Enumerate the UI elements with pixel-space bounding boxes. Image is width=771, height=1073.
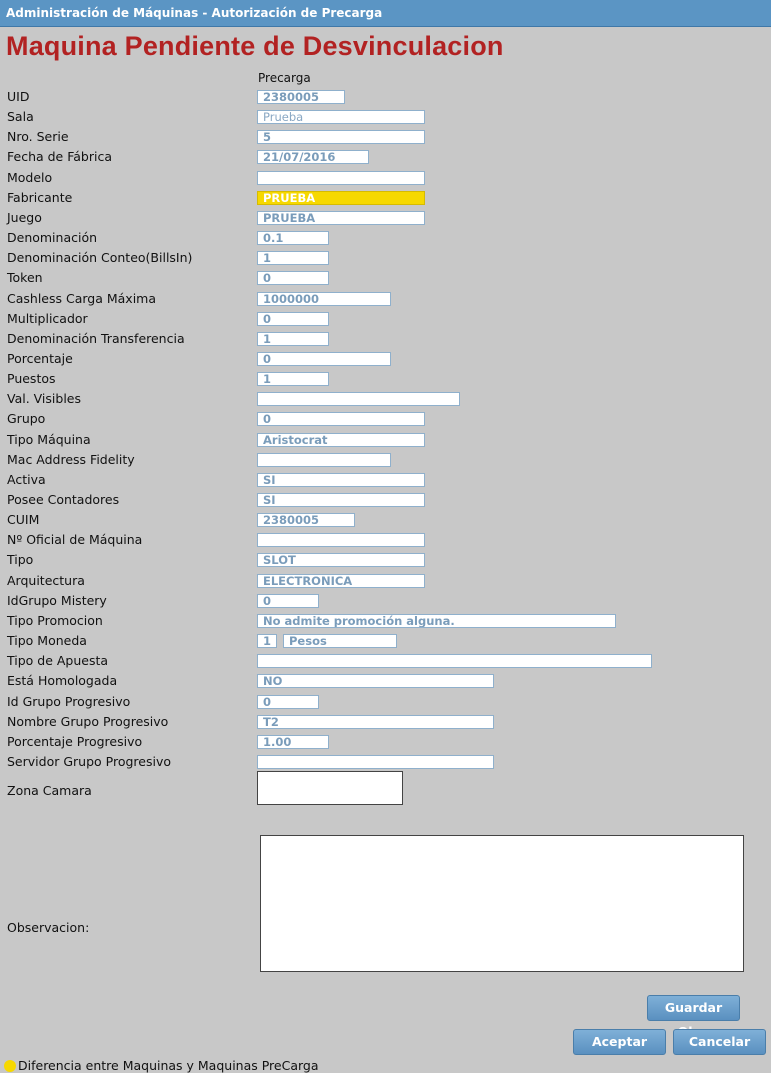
porcentaje-label: Porcentaje [7,351,73,366]
activa-label: Activa [7,472,46,487]
modelo-label: Modelo [7,170,53,185]
denominacion-transferencia-label: Denominación Transferencia [7,331,185,346]
nro-serie-field[interactable]: 5 [257,130,425,144]
posee-contadores-label: Posee Contadores [7,492,120,507]
tipo-promocion-label: Tipo Promocion [7,613,103,628]
token-label: Token [7,270,43,285]
guardar-obs-button[interactable]: Guardar [647,995,740,1021]
denominacion-conteo-billsin-field[interactable]: 1 [257,251,329,265]
nombre-grupo-progresivo-label: Nombre Grupo Progresivo [7,714,169,729]
fecha-de-fabrica-label: Fecha de Fábrica [7,149,113,164]
highlight-indicator-dot [4,1060,16,1072]
modelo-field[interactable] [257,171,425,185]
multiplicador-label: Multiplicador [7,311,88,326]
id-grupo-progresivo-field[interactable]: 0 [257,695,319,709]
legend-text: Diferencia entre Maquinas y Maquinas PreCarga [18,1058,319,1073]
puestos-field[interactable]: 1 [257,372,329,386]
juego-label: Juego [7,210,42,225]
denominacion-field[interactable]: 0.1 [257,231,329,245]
denominacion-transferencia-field[interactable]: 1 [257,332,329,346]
nombre-grupo-progresivo-field[interactable]: T2 [257,715,494,729]
cashless-carga-maxima-field[interactable]: 1000000 [257,292,391,306]
cuim-label: CUIM [7,512,40,527]
puestos-label: Puestos [7,371,56,386]
idgrupo-mistery-label: IdGrupo Mistery [7,593,107,608]
uid-field[interactable]: 2380005 [257,90,345,104]
porcentaje-field[interactable]: 0 [257,352,391,366]
fecha-de-fabrica-field[interactable]: 21/07/2016 [257,150,369,164]
val-visibles-field[interactable] [257,392,460,406]
tipo-field[interactable]: SLOT [257,553,425,567]
window-title-bar [0,0,771,27]
porcentaje-progresivo-label: Porcentaje Progresivo [7,734,143,749]
activa-field[interactable]: SI [257,473,425,487]
arquitectura-field[interactable]: ELECTRONICA [257,574,425,588]
zona-camara-label: Zona Camara [7,783,92,798]
tipo-label: Tipo [7,552,34,567]
n-oficial-de-maquina-label: Nº Oficial de Máquina [7,532,143,547]
sala-field[interactable]: Prueba [257,110,425,124]
observacion-textarea[interactable] [260,835,744,972]
sala-label: Sala [7,109,34,124]
cancelar-button[interactable]: Cancelar [673,1029,766,1055]
juego-field[interactable]: PRUEBA [257,211,425,225]
legend [4,1058,319,1073]
aceptar-button[interactable]: Aceptar [573,1029,666,1055]
zona-camara-box[interactable] [257,771,403,805]
denominacion-label: Denominación [7,230,98,245]
arquitectura-label: Arquitectura [7,573,85,588]
mac-address-fidelity-field[interactable] [257,453,391,467]
nro-serie-label: Nro. Serie [7,129,69,144]
precarga-column-header: Precarga [258,71,311,85]
tipo-maquina-field[interactable]: Aristocrat [257,433,425,447]
val-visibles-label: Val. Visibles [7,391,82,406]
posee-contadores-field[interactable]: SI [257,493,425,507]
tipo-de-apuesta-label: Tipo de Apuesta [7,653,109,668]
page-title: Maquina Pendiente de Desvinculacion [6,31,504,61]
servidor-grupo-progresivo-field[interactable] [257,755,494,769]
multiplicador-field[interactable]: 0 [257,312,329,326]
tipo-promocion-field[interactable]: No admite promoción alguna. [257,614,616,628]
tipo-maquina-label: Tipo Máquina [7,432,91,447]
fabricante-label: Fabricante [7,190,73,205]
fabricante-field[interactable]: PRUEBA [257,191,425,205]
denominacion-conteo-billsin-label: Denominación Conteo(BillsIn) [7,250,193,265]
id-grupo-progresivo-label: Id Grupo Progresivo [7,694,131,709]
grupo-label: Grupo [7,411,46,426]
tipo-de-apuesta-field[interactable] [257,654,652,668]
token-field[interactable]: 0 [257,271,329,285]
servidor-grupo-progresivo-label: Servidor Grupo Progresivo [7,754,171,769]
tipo-moneda-field[interactable]: 1 [257,634,277,648]
mac-address-fidelity-label: Mac Address Fidelity [7,452,135,467]
uid-label: UID [7,89,30,104]
n-oficial-de-maquina-field[interactable] [257,533,425,547]
grupo-field[interactable]: 0 [257,412,425,426]
tipo-moneda-description-field[interactable]: Pesos [283,634,397,648]
idgrupo-mistery-field[interactable]: 0 [257,594,319,608]
porcentaje-progresivo-field[interactable]: 1.00 [257,735,329,749]
esta-homologada-field[interactable]: NO [257,674,494,688]
tipo-moneda-label: Tipo Moneda [7,633,87,648]
observacion-label: Observacion: [7,920,90,935]
esta-homologada-label: Está Homologada [7,673,118,688]
cuim-field[interactable]: 2380005 [257,513,355,527]
window-title: Administración de Máquinas - Autorización de Precarga [6,6,383,20]
cashless-carga-maxima-label: Cashless Carga Máxima [7,291,157,306]
